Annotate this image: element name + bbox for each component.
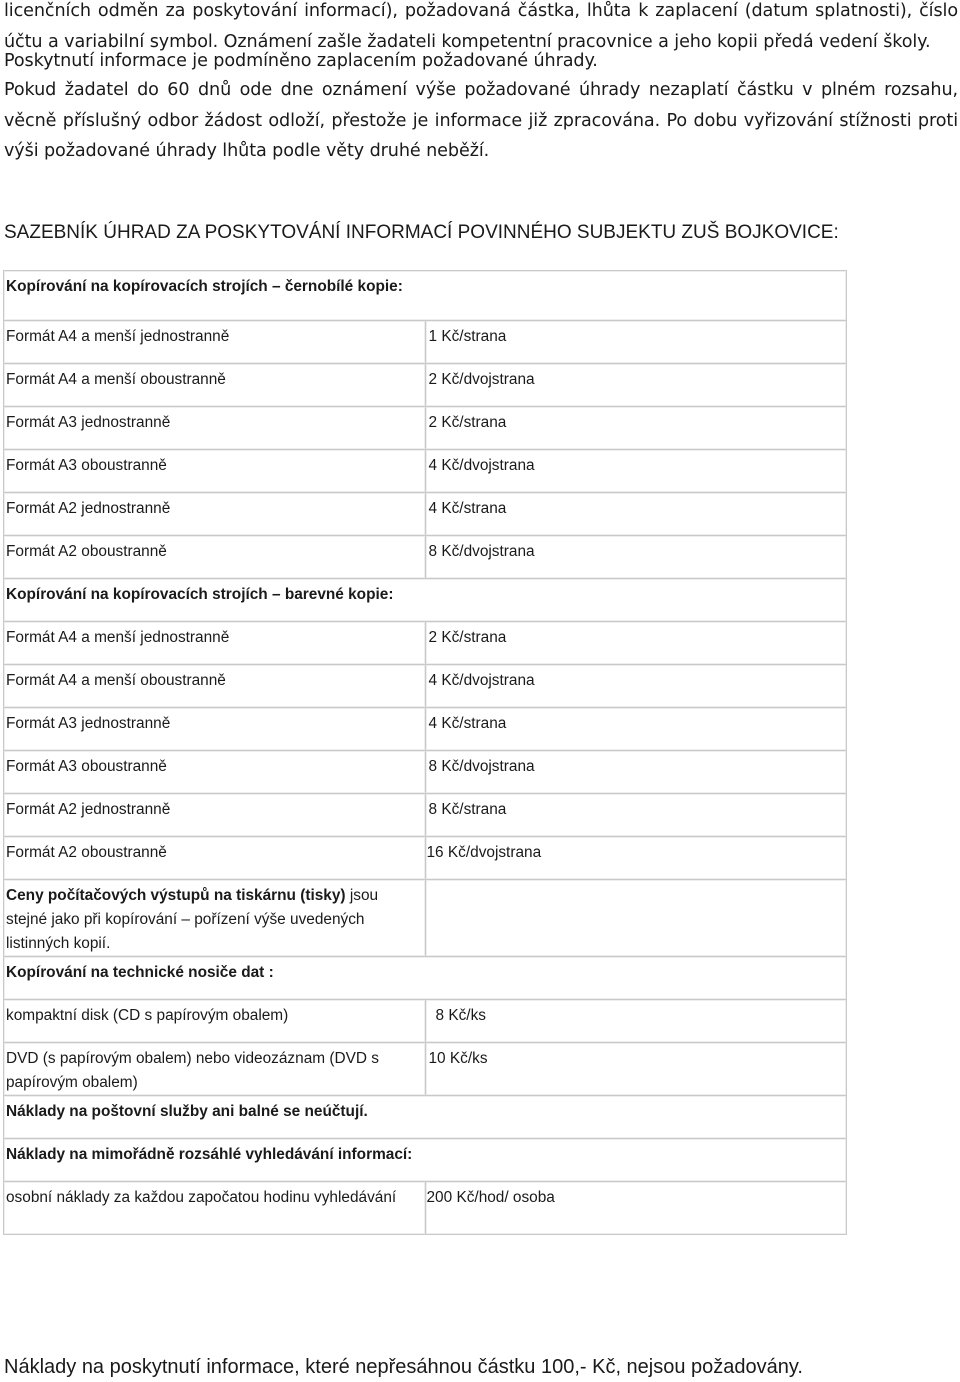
row-label: Formát A3 oboustranně bbox=[4, 450, 426, 493]
table-row bbox=[4, 1000, 847, 1043]
search-header: Náklady na mimořádně rozsáhlé vyhledávání informací: bbox=[4, 1139, 847, 1182]
footer-note: Náklady na poskytnutí informace, které nepřesáhnou částku 100,- Kč, nejsou požadovány. bbox=[4, 1356, 803, 1378]
row-label: Formát A4 a menší oboustranně bbox=[4, 364, 426, 407]
postal-note: Náklady na poštovní služby ani balné se neúčtují. bbox=[4, 1096, 847, 1139]
intro-line-1: licenčních odměn za poskytování informací), požadovaná částka, lhůta k zaplacení (datum splatnosti), číslo bbox=[4, 1, 958, 21]
table-row bbox=[4, 407, 847, 450]
table-row bbox=[4, 622, 847, 665]
media-header: Kopírování na technické nosiče dat : bbox=[4, 957, 847, 1000]
table-row bbox=[4, 536, 847, 579]
row-label: Formát A4 a menší jednostranně bbox=[4, 622, 426, 665]
table-row bbox=[4, 708, 847, 751]
table-row bbox=[4, 1043, 847, 1096]
intro-paragraph-3 bbox=[4, 75, 958, 167]
row-label: Formát A2 oboustranně bbox=[4, 837, 426, 880]
row-price: 8 Kč/dvojstrana bbox=[425, 536, 847, 579]
fee-schedule-table bbox=[3, 270, 847, 1235]
table-row bbox=[4, 1182, 847, 1235]
row-price: 1 Kč/strana bbox=[425, 321, 847, 364]
row-label: Formát A3 jednostranně bbox=[4, 407, 426, 450]
bw-copies-header: Kopírování na kopírovacích strojích – černobílé kopie: bbox=[4, 271, 847, 321]
table-row bbox=[4, 1096, 847, 1139]
row-price: 4 Kč/dvojstrana bbox=[425, 665, 847, 708]
intro-paragraph-2 bbox=[4, 46, 958, 77]
row-price: 4 Kč/strana bbox=[425, 493, 847, 536]
row-label: osobní náklady za každou započatou hodinu vyhledávání bbox=[4, 1182, 426, 1235]
row-price: 8 Kč/strana bbox=[425, 794, 847, 837]
row-price: 2 Kč/strana bbox=[425, 622, 847, 665]
table-row bbox=[4, 493, 847, 536]
color-copies-header: Kopírování na kopírovacích strojích – barevné kopie: bbox=[4, 579, 847, 622]
row-price: 8 Kč/ks bbox=[425, 1000, 847, 1043]
fee-schedule-heading: SAZEBNÍK ÚHRAD ZA POSKYTOVÁNÍ INFORMACÍ POVINNÉHO SUBJEKTU ZUŠ BOJKOVICE: bbox=[4, 222, 839, 243]
row-price: 200 Kč/hod/ osoba bbox=[425, 1182, 847, 1235]
table-row bbox=[4, 880, 847, 957]
row-price: 8 Kč/dvojstrana bbox=[425, 751, 847, 794]
row-label: Formát A3 oboustranně bbox=[4, 751, 426, 794]
table-row bbox=[4, 1139, 847, 1182]
row-label: DVD (s papírovým obalem) nebo videozáznam (DVD s papírovým obalem) bbox=[4, 1043, 426, 1096]
row-price: 2 Kč/dvojstrana bbox=[425, 364, 847, 407]
row-price: 4 Kč/strana bbox=[425, 708, 847, 751]
printing-note-bold: Ceny počítačových výstupů na tiskárnu (tisky) bbox=[6, 887, 346, 904]
table-row bbox=[4, 837, 847, 880]
row-label: Formát A2 jednostranně bbox=[4, 493, 426, 536]
table-row bbox=[4, 364, 847, 407]
payment-condition-text: Poskytnutí informace je podmíněno zaplacením požadované úhrady. bbox=[4, 51, 598, 71]
row-price: 10 Kč/ks bbox=[425, 1043, 847, 1096]
row-label: Formát A3 jednostranně bbox=[4, 708, 426, 751]
empty-cell bbox=[425, 880, 847, 957]
table-row bbox=[4, 751, 847, 794]
table-row bbox=[4, 665, 847, 708]
table-row bbox=[4, 450, 847, 493]
table-row bbox=[4, 579, 847, 622]
row-price: 16 Kč/dvojstrana bbox=[425, 837, 847, 880]
table-row bbox=[4, 321, 847, 364]
printing-note bbox=[4, 880, 426, 957]
row-price: 2 Kč/strana bbox=[425, 407, 847, 450]
row-label: kompaktní disk (CD s papírovým obalem) bbox=[4, 1000, 426, 1043]
row-label: Formát A2 oboustranně bbox=[4, 536, 426, 579]
table-row bbox=[4, 794, 847, 837]
table-row bbox=[4, 957, 847, 1000]
row-label: Formát A4 a menší jednostranně bbox=[4, 321, 426, 364]
printing-note-rest: jsou stejné jako při kopírování – pořízení výše uvedených listinných kopií. bbox=[6, 887, 379, 952]
complaint-text: Po dobu vyřizování stížnosti proti výši požadované úhrady lhůta podle věty druhé neběží. bbox=[4, 110, 958, 161]
row-price: 4 Kč/dvojstrana bbox=[425, 450, 847, 493]
intro-line-2: účtu a variabilní symbol. Oznámení zašle žadateli kompetentní pracovnice a jeho kopii předá vedení školy. bbox=[4, 31, 931, 52]
deadline-text: Pokud žadatel do 60 dnů ode dne oznámení výše požadované úhrady nezaplatí částku v plném rozsahu, věcně příslušný odbor žádost odloží, přestože je informace již zpracována. bbox=[4, 80, 958, 131]
table-row bbox=[4, 271, 847, 321]
row-label: Formát A2 jednostranně bbox=[4, 794, 426, 837]
row-label: Formát A4 a menší oboustranně bbox=[4, 665, 426, 708]
